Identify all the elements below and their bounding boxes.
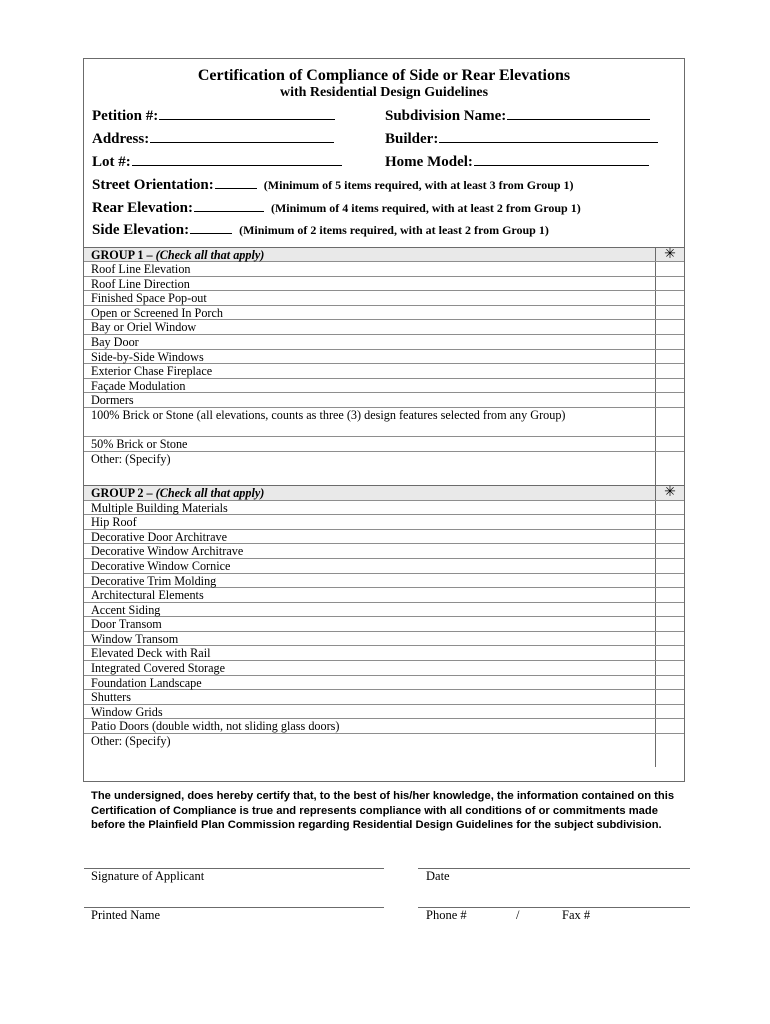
date-line[interactable] <box>418 868 690 869</box>
table-row: Decorative Door Architrave <box>84 530 684 545</box>
table-row: Decorative Window Cornice <box>84 559 684 574</box>
group2-title: GROUP 2 – (Check all that apply) <box>91 485 265 500</box>
table-row: Patio Doors (double width, not sliding glass doors) <box>84 719 684 734</box>
checkbox-cell[interactable] <box>655 734 684 767</box>
table-row: Multiple Building Materials <box>84 501 684 516</box>
checkbox-cell[interactable] <box>655 320 684 334</box>
table-row: Finished Space Pop-out <box>84 291 684 306</box>
side-elevation-label: Side Elevation: <box>92 222 190 238</box>
rear-elevation-field[interactable] <box>92 197 581 217</box>
slash-separator: / <box>516 908 520 922</box>
checkbox-cell[interactable] <box>655 690 684 704</box>
table-row: Exterior Chase Fireplace <box>84 364 684 379</box>
table-row: Integrated Covered Storage <box>84 661 684 676</box>
table-row: Bay or Oriel Window <box>84 320 684 335</box>
form-subtitle: with Residential Design Guidelines <box>279 85 489 100</box>
table-row: Window Grids <box>84 705 684 720</box>
checkbox-cell[interactable] <box>655 559 684 573</box>
petition-label: Petition #: <box>92 108 159 124</box>
table-row: Other: (Specify) <box>84 452 684 486</box>
checklist-table <box>84 247 684 767</box>
checkbox-cell[interactable] <box>655 530 684 544</box>
table-row: Roof Line Direction <box>84 277 684 292</box>
fax-label: Fax # <box>562 908 591 922</box>
checkbox-cell[interactable] <box>655 603 684 617</box>
checkbox-cell[interactable] <box>655 291 684 305</box>
certification-statement: The undersigned, does hereby certify that, to the best of his/her knowledge, the information contained on this Certification of Compliance is true and represents compliance with all conditions of or commitments made before the Plainfield Plan Commission regarding Residential Design Guidelines for the subject subdivision. <box>91 790 675 832</box>
builder-field[interactable] <box>385 128 658 148</box>
printed-name-label: Printed Name <box>91 908 161 922</box>
checkbox-cell[interactable] <box>655 705 684 719</box>
table-row: Foundation Landscape <box>84 676 684 691</box>
group1-title: GROUP 1 – (Check all that apply) <box>91 248 265 262</box>
side-elevation-field[interactable] <box>92 219 549 239</box>
table-row: 100% Brick or Stone (all elevations, counts as three (3) design features selected from any Group) <box>84 408 684 437</box>
checkbox-cell[interactable] <box>655 452 684 485</box>
table-row: Dormers <box>84 393 684 408</box>
checkbox-cell[interactable] <box>655 364 684 378</box>
subdivision-field[interactable] <box>385 105 650 125</box>
table-row: Hip Roof <box>84 515 684 530</box>
checkbox-cell[interactable] <box>655 588 684 602</box>
asterisk-icon: ✳ <box>655 486 684 500</box>
builder-label: Builder: <box>385 131 439 147</box>
address-field[interactable] <box>92 128 334 148</box>
rear-elevation-note: (Minimum of 4 items required, with at least 2 from Group 1) <box>270 201 581 215</box>
checkbox-cell[interactable] <box>655 437 684 451</box>
checkbox-cell[interactable] <box>655 501 684 515</box>
subdivision-label: Subdivision Name: <box>385 108 507 124</box>
group2-header <box>84 486 684 501</box>
group1-header <box>84 247 684 262</box>
checkbox-cell[interactable] <box>655 408 684 436</box>
side-elevation-note: (Minimum of 2 items required, with at least 2 from Group 1) <box>239 223 549 237</box>
checkbox-cell[interactable] <box>655 617 684 631</box>
table-row: Other: (Specify) <box>84 734 684 767</box>
table-row: Roof Line Elevation <box>84 262 684 277</box>
checkbox-cell[interactable] <box>655 646 684 660</box>
signature-label: Signature of Applicant <box>91 869 205 883</box>
lot-label: Lot #: <box>92 154 131 170</box>
form-box <box>83 58 685 782</box>
table-row: Architectural Elements <box>84 588 684 603</box>
table-row: Façade Modulation <box>84 379 684 394</box>
form-title: Certification of Compliance of Side or Rear Elevations <box>197 67 571 84</box>
lot-field[interactable] <box>92 151 342 171</box>
checkbox-cell[interactable] <box>655 393 684 407</box>
checkbox-cell[interactable] <box>655 515 684 529</box>
table-row: Elevated Deck with Rail <box>84 646 684 661</box>
checkbox-cell[interactable] <box>655 277 684 291</box>
checkbox-cell[interactable] <box>655 719 684 733</box>
home-model-label: Home Model: <box>385 154 473 170</box>
table-row: Bay Door <box>84 335 684 350</box>
table-row: Open or Screened In Porch <box>84 306 684 321</box>
checkbox-cell[interactable] <box>655 544 684 558</box>
checkbox-cell[interactable] <box>655 306 684 320</box>
petition-field[interactable] <box>92 105 335 125</box>
checkbox-cell[interactable] <box>655 661 684 675</box>
checkbox-cell[interactable] <box>655 676 684 690</box>
table-row: Shutters <box>84 690 684 705</box>
street-orientation-note: (Minimum of 5 items required, with at least 3 from Group 1) <box>263 178 574 192</box>
street-orientation-label: Street Orientation: <box>92 177 214 193</box>
checkbox-cell[interactable] <box>655 379 684 393</box>
rear-elevation-label: Rear Elevation: <box>92 200 193 216</box>
checkbox-cell[interactable] <box>655 350 684 364</box>
checkbox-cell[interactable] <box>655 632 684 646</box>
table-row: Decorative Window Architrave <box>84 544 684 559</box>
table-row: Decorative Trim Molding <box>84 574 684 589</box>
street-orientation-field[interactable] <box>92 174 574 194</box>
home-model-field[interactable] <box>385 151 649 171</box>
table-row: Window Transom <box>84 632 684 647</box>
checkbox-cell[interactable] <box>655 335 684 349</box>
asterisk-icon: ✳ <box>655 248 684 261</box>
address-label: Address: <box>92 131 150 147</box>
phone-label: Phone # <box>426 908 467 922</box>
checkbox-cell[interactable] <box>655 574 684 588</box>
table-row: Accent Siding <box>84 603 684 618</box>
table-row: Door Transom <box>84 617 684 632</box>
table-row: 50% Brick or Stone <box>84 437 684 452</box>
checkbox-cell[interactable] <box>655 262 684 276</box>
table-row: Side-by-Side Windows <box>84 350 684 365</box>
date-label: Date <box>426 869 450 883</box>
